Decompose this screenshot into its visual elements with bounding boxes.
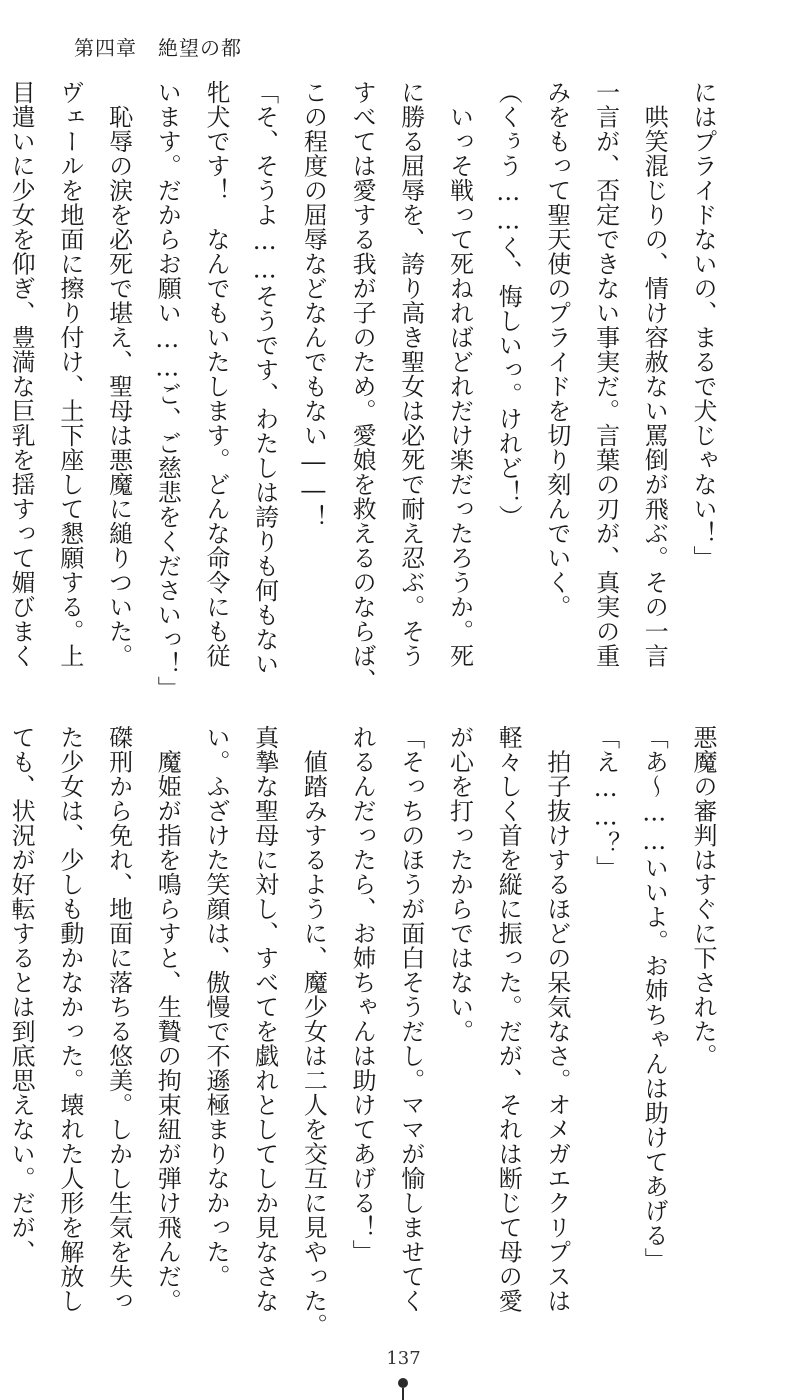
text-line: みをもって聖天使のプライドを切り刻んでいく。 [542, 80, 571, 619]
text-line: 拍子抜けするほどの呆気なさ。オメガエクリプスは [542, 725, 571, 1313]
text-line: います。だからお願い……ご、ご慈悲をくださいっ！」 [153, 80, 182, 701]
text-line: 「え……？」 [591, 725, 620, 880]
page-number: 137 [386, 1348, 421, 1369]
text-line: 「そ、そうよ……そうです、わたしは誇りも何もない [250, 80, 279, 676]
text-block-bottom [0, 725, 727, 1338]
text-line: 恥辱の涙を必死で堪え、聖母は悪魔に縋りついた。 [104, 80, 133, 668]
text-line: 「そっちのほうが面白そうだし。ママが愉しませてく [396, 725, 425, 1313]
text-line: にはプライドないの、まるで犬じゃない！」 [689, 80, 717, 570]
text-line: 魔姫が指を鳴らすと、生贄の拘束紐が弾け飛んだ。 [153, 725, 182, 1313]
text-line: 目遣いに少女を仰ぎ、豊満な巨乳を揺すって媚びまく [7, 80, 36, 668]
text-line: 哄笑混じりの、情け容赦ない罵倒が飛ぶ。その一言 [640, 80, 669, 668]
text-line: れるんだったら、お姉ちゃんは助けてあげる！」 [348, 725, 377, 1264]
text-line: ヴェールを地面に擦り付け、土下座して懇願する。上 [55, 80, 84, 668]
chapter-title: 第四章 絶望の都 [74, 36, 242, 60]
text-line: （くぅう……く、悔しいっ。けれど！） [494, 80, 523, 529]
text-line: た少女は、少しも動かなかった。壊れた人形を解放し [55, 725, 84, 1313]
text-line: 牝犬です！ なんでもいたします。どんな命令にも従 [201, 80, 230, 668]
text-line: 真摯な聖母に対し、すべてを戯れとしてしか見なさな [250, 725, 279, 1313]
text-line: 軽々しく首を縦に振った。だが、それは断じて母の愛 [494, 725, 523, 1313]
text-line: 値踏みするように、魔少女は二人を交互に見やった。 [299, 725, 328, 1338]
page-marker-stem [402, 1388, 404, 1400]
text-line: この程度の屈辱などなんでもない――！ [299, 80, 328, 529]
text-line: ても、状況が好転するとは到底思えない。だが、 [7, 725, 36, 1264]
page-marker-dot [398, 1378, 408, 1388]
text-line: い。ふざけた笑顔は、傲慢で不遜極まりなかった。 [201, 725, 230, 1289]
text-line: 「あ〜……いいよ。お姉ちゃんは助けてあげる」 [640, 725, 669, 1272]
text-line: いっそ戦って死ねればどれだけ楽だったろうか。死 [445, 80, 474, 668]
text-line: 悪魔の審判はすぐに下された。 [689, 725, 717, 1068]
text-line: が心を打ったからではない。 [445, 725, 474, 1044]
text-line: 一言が、否定できない事実だ。言葉の刃が、真実の重 [591, 80, 620, 668]
text-line: すべては愛する我が子のため。愛娘を救えるのならば、 [348, 80, 377, 693]
text-line: 磔刑から免れ、地面に落ちる悠美。しかし生気を失っ [104, 725, 133, 1313]
text-line: に勝る屈辱を、誇り高き聖女は必死で耐え忍ぶ。そう [396, 80, 425, 668]
text-block-top [0, 80, 727, 700]
